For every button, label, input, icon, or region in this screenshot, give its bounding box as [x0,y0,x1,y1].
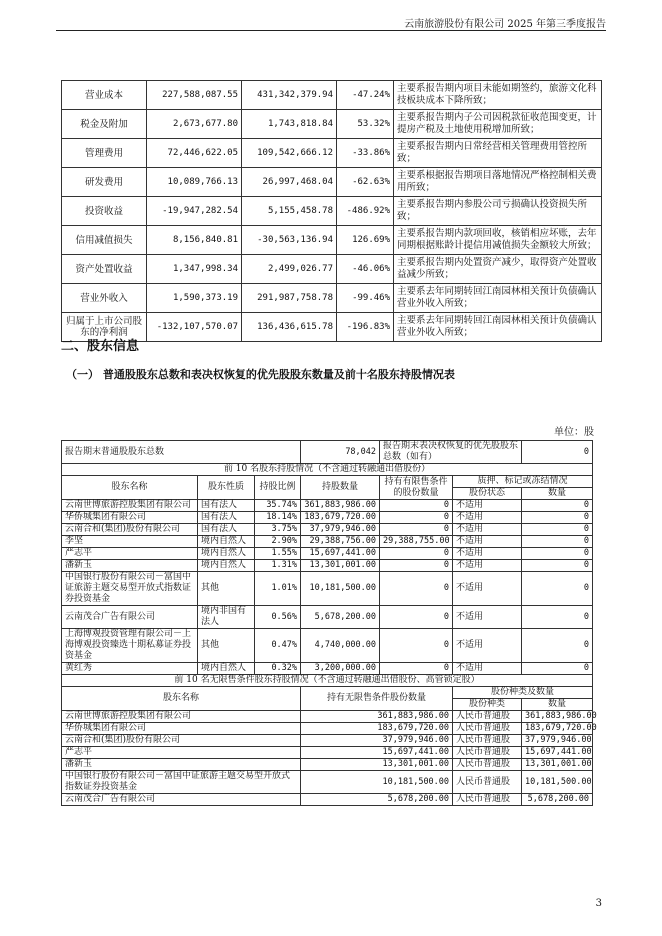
header-pledge: 质押、标记或冻结情况 [453,476,593,488]
unrestricted-name: 严志平 [62,747,301,759]
pledge-status: 不适用 [453,572,522,606]
change-previous: 5,155,458.78 [242,197,337,226]
change-previous: -30,563,136.94 [242,226,337,255]
change-previous: 109,542,666.12 [242,139,337,168]
share-amount: 13,301,001.00 [522,759,593,771]
header-ratio: 持股比例 [255,476,301,500]
shareholder-ratio: 1.55% [255,548,301,560]
shareholder-shares: 5,678,200.00 [301,606,380,629]
u-header-type-group: 股份种类及数量 [453,687,593,699]
pledge-qty: 0 [522,629,593,663]
pledge-status: 不适用 [453,524,522,536]
change-item: 营业外收入 [62,284,147,313]
shareholder-shares: 13,301,001.00 [301,560,380,572]
pledge-qty: 0 [522,500,593,512]
pledge-status: 不适用 [453,536,522,548]
change-reason: 主要系根据报告期项目落地情况严格控制相关费用所致； [394,168,602,197]
shareholder-name: 中国银行股份有限公司－富国中证旅游主题交易型开放式指数证券投资基金 [62,572,198,606]
shareholder-name: 严志平 [62,548,198,560]
shareholder-ratio: 1.01% [255,572,301,606]
total-label: 报告期末普通股股东总数 [62,441,301,464]
shareholder-ratio: 18.14% [255,512,301,524]
pledge-qty: 0 [522,606,593,629]
change-current: -19,947,282.54 [147,197,242,226]
change-table [61,80,602,342]
change-item: 资产处置收益 [62,255,147,284]
shareholder-ratio: 3.75% [255,524,301,536]
shareholder-row [62,663,593,675]
shareholder-shares: 10,181,500.00 [301,572,380,606]
shareholder-name: 黄红秀 [62,663,198,675]
header-restricted: 持有有限售条件的股份数量 [380,476,453,500]
change-item: 投资收益 [62,197,147,226]
unrestricted-name: 中国银行股份有限公司－富国中证旅游主题交易型开放式指数证券投资基金 [62,771,301,794]
change-item: 营业成本 [62,81,147,110]
pledge-status: 不适用 [453,500,522,512]
change-previous: 2,499,026.77 [242,255,337,284]
change-reason: 主要系去年同期转回江南园林相关预计负债确认营业外收入所致； [394,313,602,342]
u-header-name: 股东名称 [62,687,301,711]
shareholder-nature: 其他 [198,629,255,663]
pledge-qty: 0 [522,663,593,675]
header-name: 股东名称 [62,476,198,500]
change-reason: 主要系报告期内参股公司亏损确认投资损失所致； [394,197,602,226]
u-header-qty: 持有无限售条件股份数量 [301,687,453,711]
share-amount: 37,979,946.00 [522,735,593,747]
top10-caption: 前 10 名股东持股情况（不含通过转融通出借股份） [62,464,593,476]
shareholder-row [62,536,593,548]
change-rate: 53.32% [337,110,394,139]
shareholder-nature: 境内自然人 [198,663,255,675]
pledge-status: 不适用 [453,606,522,629]
change-row [62,110,602,139]
change-row [62,313,602,342]
u-header-amount: 数量 [522,699,593,711]
shareholder-restricted: 0 [380,629,453,663]
pledge-status: 不适用 [453,663,522,675]
shareholder-shares: 3,200,000.00 [301,663,380,675]
shareholder-restricted: 0 [380,572,453,606]
change-rate: -196.83% [337,313,394,342]
shareholder-nature: 其他 [198,572,255,606]
shareholder-nature: 国有法人 [198,524,255,536]
shareholder-restricted: 0 [380,663,453,675]
change-rate: -47.24% [337,81,394,110]
shareholder-name: 云南合和(集团)股份有限公司 [62,524,198,536]
share-type: 人民币普通股 [453,771,522,794]
shareholder-ratio: 2.90% [255,536,301,548]
share-amount: 361,883,986.00 [522,711,593,723]
change-item: 信用减值损失 [62,226,147,255]
pledge-qty: 0 [522,536,593,548]
shareholder-shares: 183,679,720.00 [301,512,380,524]
unrestricted-row [62,771,593,794]
shareholder-name: 潘新玉 [62,560,198,572]
unrestricted-qty: 13,301,001.00 [301,759,453,771]
section-title: 二、股东信息 [61,339,140,354]
shareholder-restricted: 0 [380,512,453,524]
change-rate: -46.06% [337,255,394,284]
unrestricted-qty: 5,678,200.00 [301,794,453,806]
unrestricted-row [62,735,593,747]
pledge-status: 不适用 [453,548,522,560]
shareholder-row [62,524,593,536]
change-row [62,168,602,197]
unrestricted-name: 云南合和(集团)股份有限公司 [62,735,301,747]
share-type: 人民币普通股 [453,794,522,806]
section-subtitle: （一） 普通股股东总数和表决权恢复的优先股股东数量及前十名股东持股情况表 [66,368,455,381]
change-reason: 主要系报告期内日常经营相关管理费用管控所致； [394,139,602,168]
change-item: 研发费用 [62,168,147,197]
change-reason: 主要系报告期内项目未能如期签约，旅游文化科技板块成本下降所致； [394,81,602,110]
unrestricted-row [62,794,593,806]
unrestricted-qty: 37,979,946.00 [301,735,453,747]
change-current: 72,446,622.05 [147,139,242,168]
pledge-status: 不适用 [453,560,522,572]
shareholder-row [62,500,593,512]
u-header-type: 股份种类 [453,699,522,711]
change-row [62,81,602,110]
shareholder-shares: 361,883,986.00 [301,500,380,512]
change-item: 归属于上市公司股东的净利润 [62,313,147,342]
change-rate: -486.92% [337,197,394,226]
shareholder-restricted: 0 [380,606,453,629]
share-amount: 10,181,500.00 [522,771,593,794]
unrestricted-row [62,759,593,771]
unrestricted-caption: 前 10 名无限售条件股东持股情况（不含通过转融通出借股份、高管锁定股） [62,675,593,687]
shareholder-shares: 15,697,441.00 [301,548,380,560]
change-row [62,197,602,226]
pledge-status: 不适用 [453,629,522,663]
change-previous: 431,342,379.94 [242,81,337,110]
shareholder-nature: 境内非国有法人 [198,606,255,629]
unrestricted-qty: 10,181,500.00 [301,771,453,794]
shareholder-ratio: 0.56% [255,606,301,629]
unrestricted-row [62,711,593,723]
change-previous: 26,997,468.04 [242,168,337,197]
change-item: 管理费用 [62,139,147,168]
change-item: 税金及附加 [62,110,147,139]
shareholder-nature: 国有法人 [198,512,255,524]
shareholder-nature: 境内自然人 [198,536,255,548]
shareholder-name: 华侨城集团有限公司 [62,512,198,524]
pledge-status: 不适用 [453,512,522,524]
shareholder-row [62,606,593,629]
unrestricted-row [62,723,593,735]
change-current: 1,347,998.34 [147,255,242,284]
change-reason: 主要系报告期内款项回收，核销相应坏账，去年同期根据账龄计提信用减值损失金额较大所致； [394,226,602,255]
unrestricted-row [62,747,593,759]
shareholder-nature: 境内自然人 [198,548,255,560]
shareholder-restricted: 29,388,755.00 [380,536,453,548]
unrestricted-name: 云南世博旅游控股集团有限公司 [62,711,301,723]
change-previous: 291,987,758.78 [242,284,337,313]
shareholder-row [62,548,593,560]
shareholder-shares: 4,740,000.00 [301,629,380,663]
shareholder-name: 上海博观投资管理有限公司－上海博观投资臻选十期私募证券投资基金 [62,629,198,663]
shareholder-ratio: 1.31% [255,560,301,572]
share-amount: 5,678,200.00 [522,794,593,806]
change-row [62,284,602,313]
pledge-qty: 0 [522,524,593,536]
share-type: 人民币普通股 [453,759,522,771]
change-rate: -33.86% [337,139,394,168]
pref-value: 0 [522,441,593,464]
shareholder-shares: 37,979,946.00 [301,524,380,536]
unit-label: 单位：股 [554,427,594,438]
total-value: 78,042 [301,441,380,464]
change-row [62,226,602,255]
unrestricted-qty: 361,883,986.00 [301,711,453,723]
total-row [62,441,593,464]
shareholder-row [62,572,593,606]
header-shares: 持股数量 [301,476,380,500]
pledge-qty: 0 [522,512,593,524]
change-rate: -62.63% [337,168,394,197]
shareholder-ratio: 35.74% [255,500,301,512]
unrestricted-name: 潘新玉 [62,759,301,771]
header-pledge-qty: 数量 [522,488,593,500]
change-previous: 1,743,818.84 [242,110,337,139]
shareholder-nature: 境内自然人 [198,560,255,572]
change-current: 1,590,373.19 [147,284,242,313]
shareholder-table [61,440,597,806]
shareholder-nature: 国有法人 [198,500,255,512]
shareholder-restricted: 0 [380,560,453,572]
pledge-qty: 0 [522,560,593,572]
shareholder-shares: 29,388,756.00 [301,536,380,548]
shareholder-row [62,629,593,663]
page-number: 3 [595,898,602,909]
change-row [62,139,602,168]
shareholder-ratio: 0.32% [255,663,301,675]
change-previous: 136,436,615.78 [242,313,337,342]
report-header-title: 云南旅游股份有限公司 2025 年第三季度报告 [404,19,606,30]
shareholder-name: 云南世博旅游控股集团有限公司 [62,500,198,512]
change-rate: 126.69% [337,226,394,255]
change-reason: 主要系去年同期转回江南园林相关预计负债确认营业外收入所致； [394,284,602,313]
shareholder-name: 李坚 [62,536,198,548]
change-current: 10,089,766.13 [147,168,242,197]
change-reason: 主要系报告期内处置资产减少，取得资产处置收益减少所致； [394,255,602,284]
header-rule [56,30,606,31]
change-row [62,255,602,284]
share-type: 人民币普通股 [453,711,522,723]
shareholder-name: 云南茂合广告有限公司 [62,606,198,629]
shareholder-row [62,560,593,572]
shareholder-ratio: 0.47% [255,629,301,663]
header-pledge-status: 股份状态 [453,488,522,500]
pledge-qty: 0 [522,572,593,606]
unrestricted-name: 华侨城集团有限公司 [62,723,301,735]
change-reason: 主要系报告期内子公司因税款征收范围变更，计提房产税及土地使用税增加所致； [394,110,602,139]
shareholder-row [62,512,593,524]
share-type: 人民币普通股 [453,735,522,747]
unrestricted-qty: 183,679,720.00 [301,723,453,735]
shareholder-restricted: 0 [380,524,453,536]
change-current: 8,156,840.81 [147,226,242,255]
pref-label: 报告期末表决权恢复的优先股股东总数（如有） [380,441,522,464]
header-nature: 股东性质 [198,476,255,500]
change-current: 2,673,677.80 [147,110,242,139]
share-amount: 183,679,720.00 [522,723,593,735]
share-type: 人民币普通股 [453,723,522,735]
share-type: 人民币普通股 [453,747,522,759]
change-current: -132,107,570.07 [147,313,242,342]
shareholder-restricted: 0 [380,500,453,512]
unrestricted-qty: 15,697,441.00 [301,747,453,759]
change-current: 227,588,087.55 [147,81,242,110]
shareholder-restricted: 0 [380,548,453,560]
unrestricted-name: 云南茂合广告有限公司 [62,794,301,806]
pledge-qty: 0 [522,548,593,560]
change-rate: -99.46% [337,284,394,313]
share-amount: 15,697,441.00 [522,747,593,759]
